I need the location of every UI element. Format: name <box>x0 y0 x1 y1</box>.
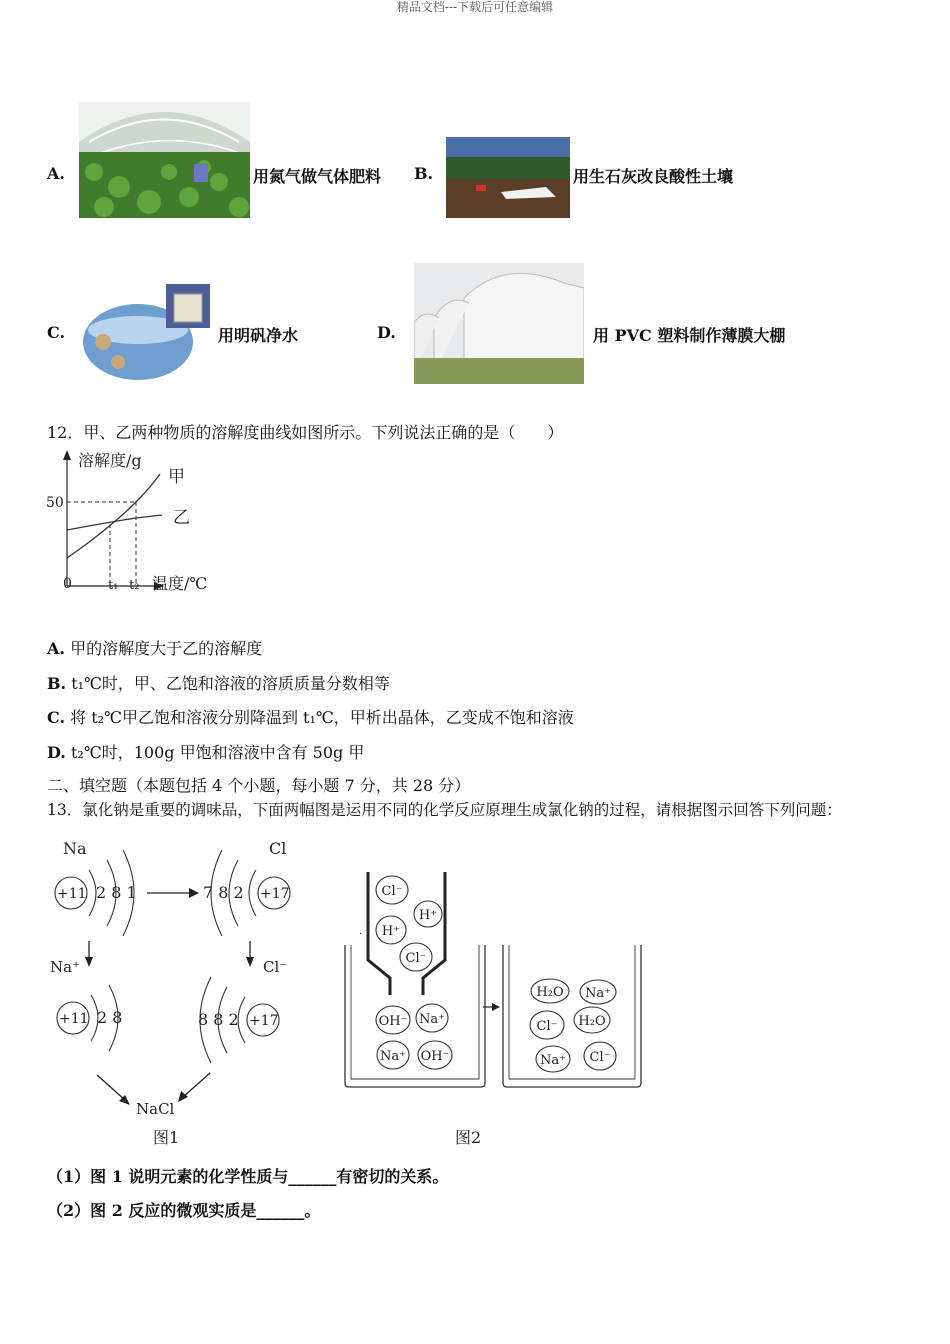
page-header: 精品文档---下载后可任意编辑 <box>396 0 554 14</box>
arrowhead-na-down <box>85 957 93 967</box>
q12-option-b <box>47 671 390 694</box>
beaker-2 <box>503 945 641 1087</box>
na-ion-label: Na⁺ <box>50 958 80 976</box>
beaker2-ion-1: H₂O <box>536 985 564 1000</box>
field-lime-photo <box>446 137 570 218</box>
arrow-naion-to-nacl <box>97 1075 125 1100</box>
option-d-letter: D. <box>377 323 396 342</box>
y-axis-arrow <box>63 450 71 460</box>
figure-1-caption: 图1 <box>153 1128 180 1147</box>
q13-sub-question-2: （2）图 2 反应的微观实质是______。 <box>47 1201 321 1220</box>
option-b-letter: B. <box>414 164 434 183</box>
x-axis-label: 温度/℃ <box>152 574 208 593</box>
q12-option-b-letter: B. <box>47 674 67 693</box>
x-tick-t2: t₂ <box>129 578 140 593</box>
greenhouse-vegetables-photo <box>79 102 250 218</box>
beaker2-ion-6: Cl⁻ <box>589 1050 611 1065</box>
q12-option-a-letter: A. <box>47 639 65 658</box>
option-a-text: 用氮气做气体肥料 <box>253 167 382 186</box>
y-tick-50: 50 <box>46 495 64 511</box>
option-c-letter: C. <box>47 323 66 342</box>
beaker2-ion-2: Na⁺ <box>585 986 611 1001</box>
q13-sub-question-1: （1）图 1 说明元素的化学性质与______有密切的关系。 <box>47 1167 449 1186</box>
q12-option-c <box>47 705 574 728</box>
arrowhead-cl-down <box>246 957 254 967</box>
figure-1-atom-structure <box>45 835 315 1150</box>
na-label: Na <box>63 839 87 858</box>
beaker1-ion-2: Na⁺ <box>419 1012 445 1027</box>
tube-ion-3: H⁺ <box>381 924 401 939</box>
nacl-product-label: NaCl <box>136 1100 175 1118</box>
na-ion-nucleus-charge: +11 <box>59 1011 89 1027</box>
q12-option-d <box>47 740 364 763</box>
svg-text:·: · <box>359 929 363 940</box>
tube-ion-4: Cl⁻ <box>405 951 427 966</box>
q12-option-b-text: t₁℃时，甲、乙饱和溶液的溶质质量分数相等 <box>71 674 390 693</box>
q12-option-d-letter: D. <box>47 743 66 762</box>
figure-2-neutralization <box>335 840 650 1150</box>
na-nucleus-charge: +11 <box>57 886 87 902</box>
solubility-chart <box>40 446 220 596</box>
alum-water-photo <box>78 282 213 382</box>
arrowhead-clion-to-nacl <box>178 1091 188 1102</box>
q12-option-c-text: 将 t₂℃甲乙饱和溶液分别降温到 t₁℃，甲析出晶体，乙变成不饱和溶液 <box>70 708 574 727</box>
q12-option-d-text: t₂℃时，100g 甲饱和溶液中含有 50g 甲 <box>70 743 365 762</box>
option-d-text: 用 PVC 塑料制作薄膜大棚 <box>593 326 786 345</box>
origin-label: 0 <box>63 576 72 592</box>
series-label-yi: 乙 <box>173 508 190 528</box>
tube-ion-1: Cl⁻ <box>381 884 403 899</box>
curve-jia <box>67 474 160 558</box>
figure-2-caption: 图2 <box>455 1128 482 1147</box>
cl-ion-label: Cl⁻ <box>263 958 288 976</box>
na-ion-shell-electrons: 2 8 <box>97 1008 123 1027</box>
cl-shell-electrons: 7 8 2 <box>203 883 244 902</box>
y-axis-label: 溶解度/g <box>78 451 142 470</box>
beaker1-ion-4: OH⁻ <box>420 1049 450 1064</box>
cl-ion-shell-electrons: 8 8 2 <box>198 1010 239 1029</box>
option-a-letter: A. <box>47 164 65 183</box>
pvc-greenhouse-photo <box>414 263 584 384</box>
tube-right-wall <box>423 872 445 995</box>
beaker1-ion-1: OH⁻ <box>378 1014 408 1029</box>
cl-ion-nucleus-charge: +17 <box>249 1013 279 1029</box>
beaker2-ion-3: Cl⁻ <box>536 1019 558 1034</box>
beaker2-ion-4: H₂O <box>578 1014 606 1029</box>
series-label-jia: 甲 <box>168 467 185 487</box>
beaker2-ion-5: Na⁺ <box>540 1053 566 1068</box>
beaker1-ion-3: Na⁺ <box>380 1049 406 1064</box>
cl-nucleus-charge: +17 <box>260 886 290 902</box>
arrow-clion-to-nacl <box>183 1073 210 1097</box>
question-12-stem: 12．甲、乙两种物质的溶解度曲线如图所示。下列说法正确的是（ ） <box>47 423 564 442</box>
q12-option-c-letter: C. <box>47 708 66 727</box>
section-2-heading: 二、填空题（本题包括 4 个小题，每小题 7 分，共 28 分） <box>47 776 471 795</box>
option-b-text: 用生石灰改良酸性土壤 <box>573 167 734 186</box>
arrowhead-reaction <box>492 1003 500 1011</box>
cl-label: Cl <box>269 839 287 858</box>
q12-option-a-text: 甲的溶解度大于乙的溶解度 <box>70 639 263 658</box>
arrowhead-na-to-cl <box>189 888 199 898</box>
q12-option-a <box>47 636 262 659</box>
na-shell-electrons: 2 8 1 <box>96 883 137 902</box>
x-tick-t1: t₁ <box>108 578 119 593</box>
tube-ion-2: H⁺ <box>418 908 438 923</box>
option-c-text: 用明矾净水 <box>218 326 299 345</box>
question-13-stem: 13．氯化钠是重要的调味品，下面两幅图是运用不同的化学反应原理生成氯化钠的过程，请根据图示回答下列问题： <box>47 801 842 819</box>
